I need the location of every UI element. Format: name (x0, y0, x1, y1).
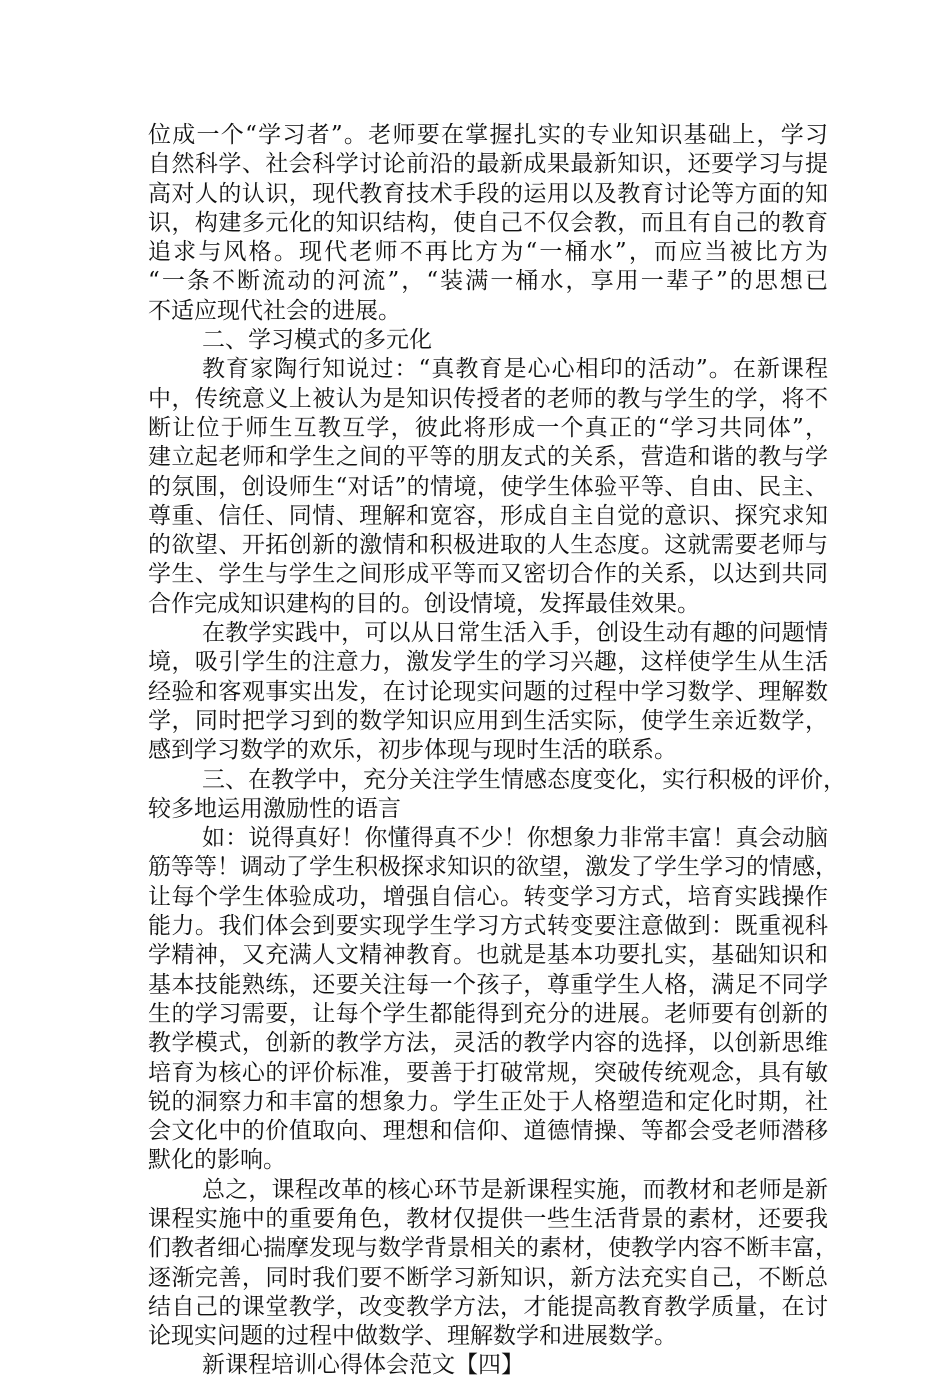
text-line: “一条不断流动的河流”，“装满一桶水，享用一辈子”的思想已 (148, 268, 828, 295)
text-line: 会文化中的价值取向、理想和信仰、道德情操、等都会受老师潜移 (148, 1118, 828, 1145)
text-line: 生的学习需要，让每个学生都能得到充分的进展。老师要有创新的 (148, 1000, 828, 1027)
section-heading-2 (148, 326, 828, 355)
next-article-heading (148, 1351, 828, 1380)
paragraph-tao-xingzhi (148, 355, 828, 619)
text-line: 学生、学生与学生之间形成平等而又密切合作的关系，以达到共同 (148, 561, 828, 588)
text-line: 逐渐完善，同时我们要不断学习新知识，新方法充实自己，不断总 (148, 1264, 828, 1291)
text-line: 锐的洞察力和丰富的想象力。学生正处于人格塑造和定化时期，社 (148, 1088, 828, 1115)
text-line: 教学模式，创新的教学方法，灵活的教学内容的选择，以创新思维 (148, 1030, 828, 1057)
text-line: 在教学实践中，可以从日常生活入手，创设生动有趣的问题情 (202, 620, 828, 647)
paragraph-teaching-practice (148, 619, 828, 765)
text-line: 结自己的课堂教学，改变教学方法，才能提高教育教学质量，在讨 (148, 1293, 828, 1320)
text-line: 建立起老师和学生之间的平等的朋友式的关系，营造和谐的教与学 (148, 444, 828, 471)
text-line: 断让位于师生互教互学，彼此将形成一个真正的“学习共同体”， (148, 414, 828, 441)
text-line: 课程实施中的重要角色，教材仅提供一些生活背景的素材，还要我 (148, 1205, 828, 1232)
text-line: 追求与风格。现代老师不再比方为“一桶水”，而应当被比方为 (148, 239, 828, 266)
text-line: 论现实问题的过程中做数学、理解数学和进展数学。 (148, 1323, 677, 1350)
text-line: 能力。我们体会到要实现学生学习方式转变要注意做到：既重视科 (148, 913, 828, 940)
text-line: 的氛围，创设师生“对话”的情境，使学生体验平等、自由、民主、 (148, 473, 828, 500)
text-line: 经验和客观事实出发，在讨论现实问题的过程中学习数学、理解数 (148, 678, 828, 705)
text-line: 感到学习数学的欢乐，初步体现与现时生活的联系。 (148, 737, 677, 764)
paragraph-teacher-learner (148, 121, 828, 326)
text-line: 教育家陶行知说过：“真教育是心心相印的活动”。在新课程 (202, 356, 828, 383)
text-line: 位成一个“学习者”。老师要在掌握扎实的专业知识基础上，学习 (148, 122, 828, 148)
text-line: 高对人的认识，现代教育技术手段的运用以及教育讨论等方面的知 (148, 180, 828, 207)
paragraph-conclusion (148, 1176, 838, 1352)
text-line: 如：说得真好！你懂得真不少！你想象力非常丰富！真会动脑 (202, 825, 828, 852)
document-page (148, 121, 846, 1381)
text-line: 让每个学生体验成功，增强自信心。转变学习方式，培育实践操作 (148, 883, 828, 910)
text-line: 的欲望、开拓创新的激情和积极进取的人生态度。这就需要老师与 (148, 532, 828, 559)
text-line: 基本技能熟练，还要关注每一个孩子，尊重学生人格，满足不同学 (148, 971, 828, 998)
article-title: 新课程培训心得体会范文【四】 (202, 1352, 524, 1379)
text-line: 识，构建多元化的知识结构，使自己不仅会教，而且有自己的教育 (148, 209, 828, 236)
text-line: 尊重、信任、同情、理解和宽容，形成自主自觉的意识、探究求知 (148, 502, 828, 529)
text-line: 不适应现代社会的进展。 (148, 297, 401, 324)
section-heading-text: 二、学习模式的多元化 (202, 327, 432, 354)
section-heading-3 (148, 766, 846, 825)
text-line: 学，同时把学习到的数学知识应用到生活实际，使学生亲近数学， (148, 707, 828, 734)
text-line: 境，吸引学生的注意力，激发学生的学习兴趣，这样使学生从生活 (148, 649, 828, 676)
text-line: 总之，课程改革的核心环节是新课程实施，而教材和老师是新 (202, 1176, 828, 1203)
paragraph-encouragement (148, 824, 838, 1176)
text-line: 们教者细心揣摩发现与数学背景相关的素材，使教学内容不断丰富， (148, 1235, 838, 1262)
text-line: 学精神，又充满人文精神教育。也就是基本功要扎实，基础知识和 (148, 942, 828, 969)
text-line: 培育为核心的评价标准，要善于打破常规，突破传统观念，具有敏 (148, 1059, 828, 1086)
section-heading-text: 较多地运用激励性的语言 (148, 795, 401, 822)
text-line: 中，传统意义上被认为是知识传授者的老师的教与学生的学，将不 (148, 385, 828, 412)
section-heading-text: 三、在教学中，充分关注学生情感态度变化，实行积极的评价， (202, 766, 846, 793)
text-line: 默化的影响。 (148, 1147, 286, 1174)
text-line: 筋等等！调动了学生积极探求知识的欲望，激发了学生学习的情感， (148, 854, 838, 881)
text-line: 合作完成知识建构的目的。创设情境，发挥最佳效果。 (148, 590, 700, 617)
text-line: 自然科学、社会科学讨论前沿的最新成果最新知识，还要学习与提 (148, 151, 828, 178)
